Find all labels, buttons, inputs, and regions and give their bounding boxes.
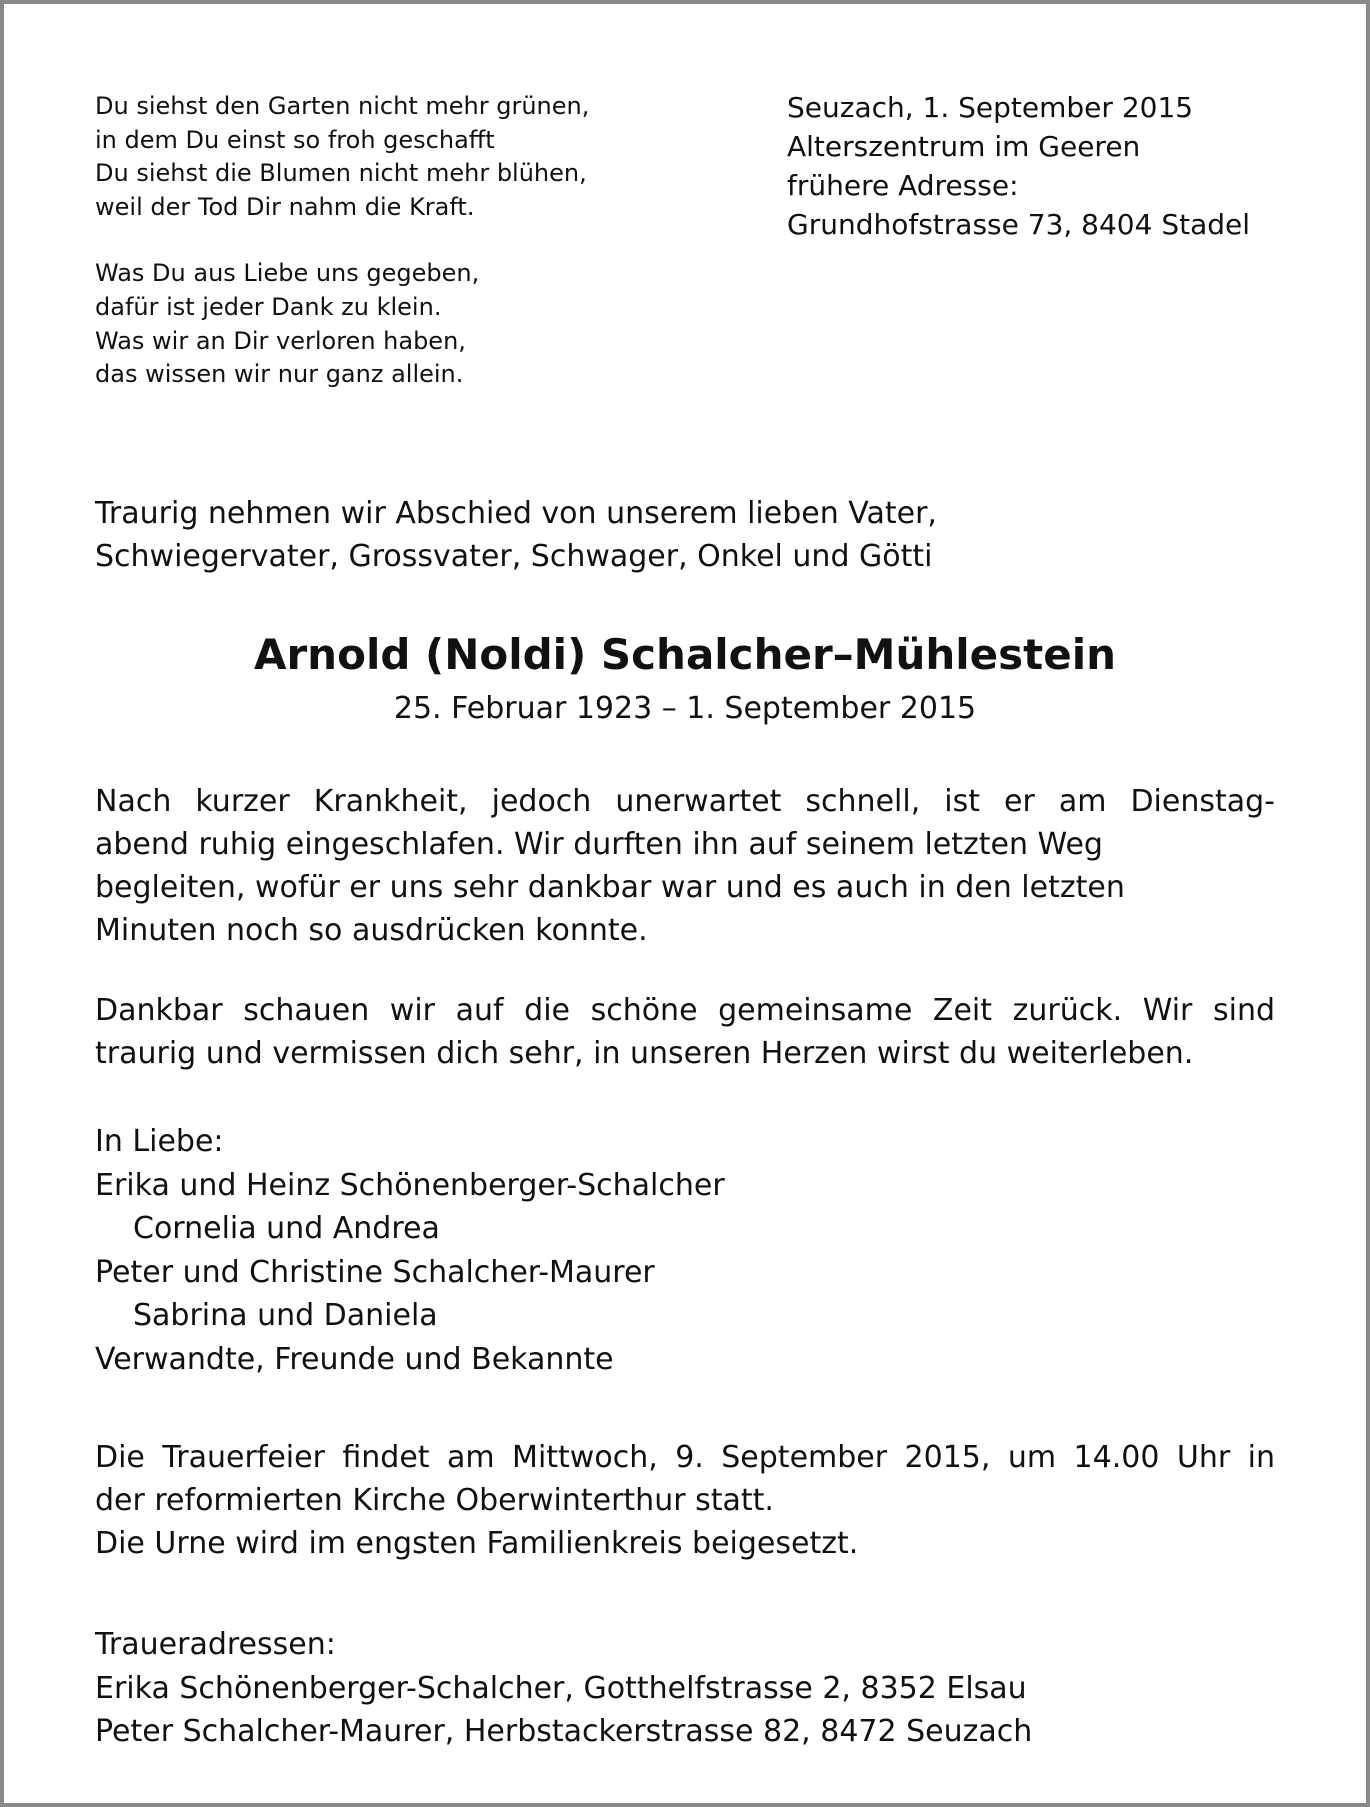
residence: Alterszentrum im Geeren: [787, 130, 1141, 163]
mourner-line: Peter und Christine Schalcher-Maurer: [95, 1254, 655, 1290]
poem-line: Du siehst die Blumen nicht mehr blühen,: [95, 159, 587, 188]
life-dates: 25. Februar 1923 – 1. September 2015: [393, 691, 977, 726]
former-address-label: frühere Adresse:: [787, 169, 1019, 202]
mourner-line: Sabrina und Daniela: [133, 1298, 438, 1333]
mourners-list: [95, 1120, 1275, 1381]
place-and-address: [787, 88, 1347, 244]
service-line: Die Urne wird im engsten Familienkreis beigesetzt.: [95, 1526, 859, 1561]
poem-line: dafür ist jeder Dank zu klein.: [95, 292, 442, 321]
paragraph-line: abend ruhig eingeschlafen. Wir durften ihn auf seinem letzten Weg: [95, 827, 1103, 862]
poem-line: Was Du aus Liebe uns gegeben,: [95, 259, 480, 288]
poem-stanza-2: [95, 257, 735, 391]
service-line: der reformierten Kirche Oberwinterthur statt.: [95, 1483, 774, 1518]
paragraph-line: Nach kurzer Krankheit, jedoch unerwartet schnell, ist er am Dienstag-: [95, 784, 1275, 819]
address-line: Erika Schönenberger-Schalcher, Gotthelfstrasse 2, 8352 Elsau: [95, 1670, 1027, 1706]
mourner-line: Cornelia und Andrea: [133, 1211, 440, 1246]
mourner-line: Erika und Heinz Schönenberger-Schalcher: [95, 1167, 725, 1203]
paragraph-line: traurig und vermissen dich sehr, in unseren Herzen wirst du weiterleben.: [95, 1036, 1194, 1071]
deceased-name: Arnold (Noldi) Schalcher–Mühlestein: [253, 630, 1117, 679]
intro-line: Traurig nehmen wir Abschied von unserem lieben Vater,: [95, 496, 937, 531]
paragraph-line: Minuten noch so ausdrücken konnte.: [95, 913, 648, 948]
former-address: Grundhofstrasse 73, 8404 Stadel: [787, 208, 1251, 241]
poem: [95, 90, 735, 425]
paragraph-line: begleiten, wofür er uns sehr dankbar war und es auch in den letzten: [95, 870, 1125, 905]
poem-line: das wissen wir nur ganz allein.: [95, 360, 464, 389]
service-info: [95, 1436, 1275, 1565]
service-line: Die Trauerfeier findet am Mittwoch, 9. September 2015, um 14.00 Uhr in: [95, 1440, 1275, 1475]
paragraph-passing: [95, 780, 1275, 952]
poem-line: Du siehst den Garten nicht mehr grünen,: [95, 92, 590, 120]
intro-line: Schwiegervater, Grossvater, Schwager, Onkel und Götti: [95, 539, 933, 574]
paragraph-line: Dankbar schauen wir auf die schöne gemeinsame Zeit zurück. Wir sind: [95, 993, 1275, 1028]
address-line: Peter Schalcher-Maurer, Herbstackerstrasse 82, 8472 Seuzach: [95, 1714, 1033, 1749]
addresses-heading: Traueradressen:: [95, 1627, 336, 1662]
mourners-heading: In Liebe:: [95, 1124, 224, 1159]
poem-line: weil der Tod Dir nahm die Kraft.: [95, 192, 475, 221]
intro-text: [95, 492, 1275, 578]
poem-line: in dem Du einst so froh geschafft: [95, 125, 495, 154]
poem-stanza-1: [95, 90, 735, 224]
mourning-addresses: [95, 1623, 1275, 1754]
paragraph-gratitude: [95, 989, 1275, 1075]
poem-line: Was wir an Dir verloren haben,: [95, 326, 466, 355]
mourner-line: Verwandte, Freunde und Bekannte: [95, 1341, 614, 1377]
place-date: Seuzach, 1. September 2015: [787, 91, 1194, 124]
